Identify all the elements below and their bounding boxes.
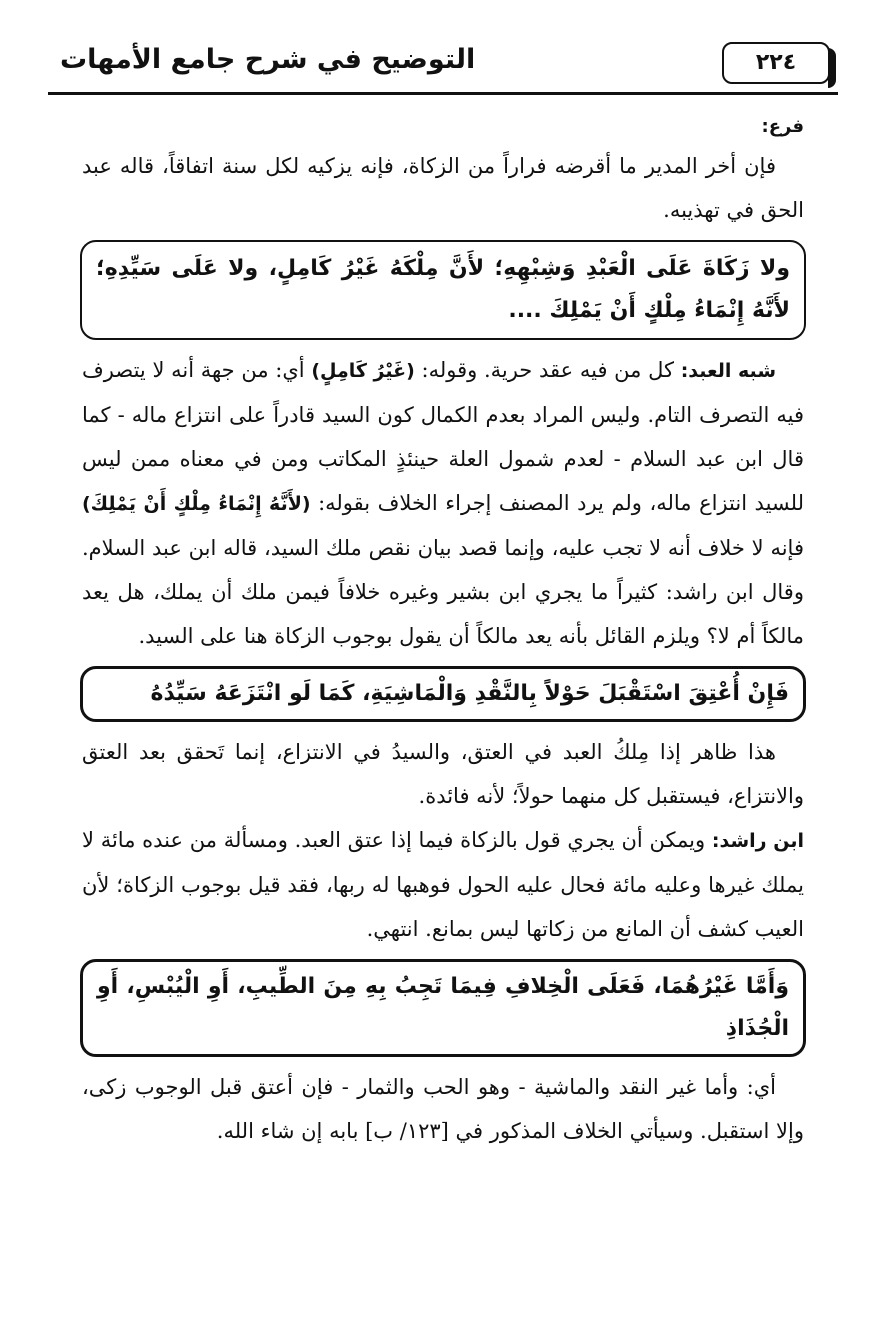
matn-text: فَإِنْ أُعْتِقَ اسْتَقْبَلَ حَوْلاً بِالنَّقْدِ وَالْمَاشِيَةِ، كَمَا لَو انْتَزَعَهُ سَيِّدُهُ bbox=[150, 681, 789, 706]
paragraph-lead: ابن راشد: bbox=[711, 830, 804, 852]
paragraph bbox=[82, 348, 804, 658]
paragraph-text: ويمكن أن يجري قول بالزكاة فيما إذا عتق العبد. ومسألة من عنده مائة لا يملك غيرها وعليه مائة فحال عليه الحول فوهبها له ربها، فقد قيل بوجوب الزكاة؛ لأن العيب كشف أن المانع من زكاتها ليس بمانع. انتهي. bbox=[82, 828, 804, 941]
paragraph-text: فإنه لا خلاف أنه لا تجب عليه، وإنما قصد بيان نقص ملك السيد، قاله ابن عبد السلام. وقال ابن راشد: كثيراً ما يجري ابن بشير وغيره خلافاً فيمن ملك أن يملك، هل يعد مالكاً أم لا؟ ويلزم القائل بأنه يعد مالكاً أن يقول بوجوب الزكاة هنا على السيد. bbox=[82, 536, 804, 648]
page-number-text: ٢٢٤ bbox=[755, 50, 797, 75]
matn-text: وَأَمَّا غَيْرُهُمَا، فَعَلَى الْخِلافِ فِيمَا تَجِبُ بِهِ مِنَ الطِّيبِ، أَوِ الْيُبْسِ، أَوِ الْجُذَاذِ bbox=[97, 974, 789, 1041]
inline-matn-quote: (غَيْرُ كَامِلٍ) bbox=[311, 360, 415, 382]
paragraph-text: أي: من جهة أنه لا يتصرف فيه التصرف التام. وليس المراد بعدم الكمال كون السيد قادراً على انتزاع ماله - كما قال ابن عبد السلام - لعدم شمول العلة حينئذٍ المكاتب ومن في معناه ممن ليس للسيد انتزاع ماله، ولم يرد المصنف إجراء الخلاف بقوله: bbox=[82, 358, 805, 515]
page-header bbox=[48, 40, 838, 95]
matn-box bbox=[80, 240, 806, 340]
paragraph-text: كل من فيه عقد حرية. وقوله: bbox=[414, 358, 681, 382]
page-content bbox=[82, 110, 804, 1153]
paragraph: هذا ظاهر إذا مِلكُ العبد في العتق، والسيدُ في الانتزاع، إنما تَحقق بعد العتق والانتزاع، فيستقبل كل منهما حولاً؛ لأنه فائدة. bbox=[82, 740, 804, 808]
matn-box bbox=[80, 959, 806, 1057]
paragraph-lead: شبه العبد: bbox=[680, 360, 776, 382]
paragraph: فإن أخر المدير ما أقرضه فراراً من الزكاة، فإنه يزكيه لكل سنة اتفاقاً، قاله عبد الحق في تهذيبه. bbox=[82, 154, 804, 222]
paragraph bbox=[82, 818, 804, 951]
section-subhead: فرع: bbox=[761, 116, 804, 137]
running-title: التوضيح في شرح جامع الأمهات bbox=[60, 44, 476, 75]
page-number bbox=[722, 42, 830, 84]
inline-matn-quote: (لأَنَّهُ إِنْمَاءُ مِلْكٍ أَنْ يَمْلِكَ) bbox=[82, 493, 311, 515]
matn-box bbox=[80, 666, 806, 722]
matn-text: ولا زَكَاةَ عَلَى الْعَبْدِ وَشِبْهِهِ؛ لأَنَّ مِلْكَهُ غَيْرُ كَامِلٍ، ولا عَلَى سَيِّدِهِ؛ لأَنَّهُ إِنْمَاءُ مِلْكٍ أَنْ يَمْلِكَ .... bbox=[96, 256, 790, 323]
paragraph: أي: وأما غير النقد والماشية - وهو الحب والثمار - فإن أعتق قبل الوجوب زكى، وإلا استقبل. وسيأتي الخلاف المذكور في [١٢٣/ ب] بابه إن شاء الله. bbox=[82, 1075, 804, 1143]
